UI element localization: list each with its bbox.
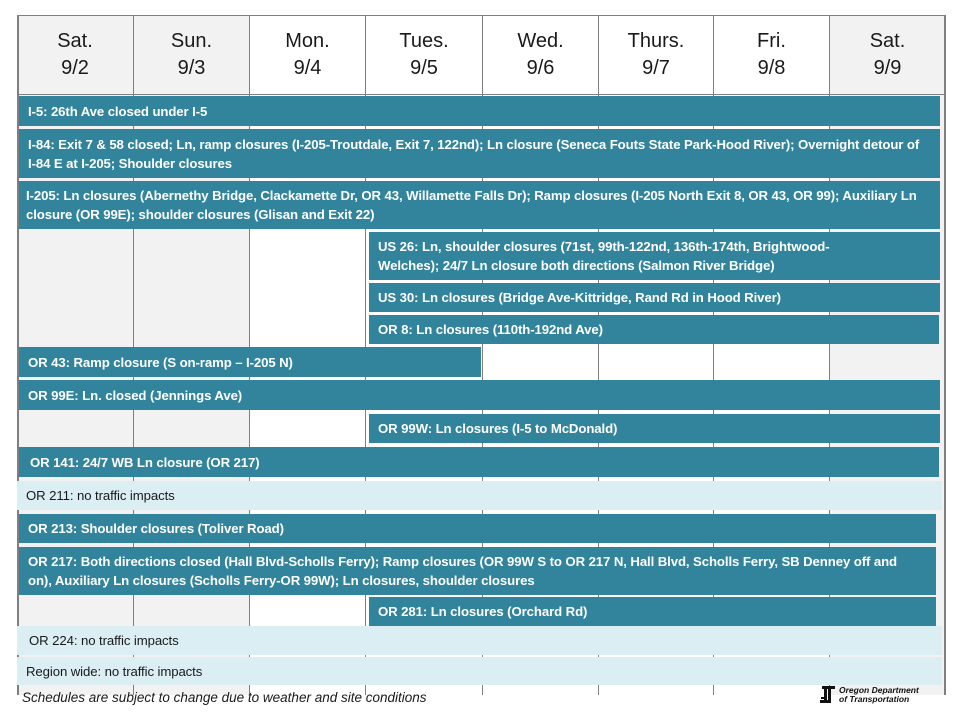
closure-bar-us-26 (367, 232, 940, 280)
date-label: 9/7 (642, 56, 670, 79)
logo-line-1: Oregon Department (839, 685, 919, 695)
closure-text: I-205: Ln closures (Abernethy Bridge, Clackamette Dr, OR 43, Willamette Falls Dr); Ramp closures (I-205 North Exit 8, OR 43, OR 99); Auxiliary Ln closure (OR 99E); shoulder closures (Glisan and Exit 22) (26, 188, 917, 222)
day-label: Sat. (57, 29, 93, 52)
closure-bar-us-30 (367, 283, 940, 312)
closure-bar-or-141 (19, 447, 939, 477)
day-label: Tues. (399, 29, 449, 52)
day-label: Mon. (285, 29, 330, 52)
closure-text: OR 8: Ln closures (110th-192nd Ave) (378, 322, 603, 337)
odot-logo-text (839, 686, 919, 704)
closure-bar-or-99w (367, 414, 940, 443)
date-label: 9/6 (526, 56, 555, 79)
date-label: 9/3 (177, 56, 206, 79)
closure-text: I-84: Exit 7 & 58 closed; Ln, ramp closures (I-205-Troutdale, Exit 7, 122nd); Ln closure (Seneca Fouts State Park-Hood River); Overnight detour of I-84 E at I-205; Shoulder closures (28, 136, 920, 171)
no-impact-bar-region-wide (17, 657, 942, 685)
closure-bar-i-84 (19, 129, 940, 178)
closure-bar-or-281 (367, 597, 936, 626)
day-label: Sun. (170, 29, 213, 52)
closure-text: OR 217: Both directions closed (Hall Blvd-Scholls Ferry); Ramp closures (OR 99W S to OR 217 N, Hall Blvd, Scholls Ferry, SB Denney off and on), Auxiliary Ln closures (Scholls Ferry-OR 99W); Ln closures, shoulder closures (28, 554, 897, 588)
odot-logo-icon (820, 686, 836, 704)
closure-text: OR 99W: Ln closures (I-5 to McDonald) (378, 421, 618, 436)
day-label: Sat. (869, 29, 906, 52)
closure-bar-i-5 (19, 96, 940, 126)
schedule-disclaimer: Schedules are subject to change due to weather and site conditions (22, 690, 427, 705)
closure-bar-i-205 (19, 181, 940, 229)
closure-text: OR 211: no traffic impacts (26, 488, 175, 503)
closure-text: OR 43: Ramp closure (S on-ramp – I-205 N) (28, 354, 293, 370)
no-impact-bar-or-211 (17, 481, 942, 510)
date-label: 9/2 (61, 56, 89, 79)
closure-text: OR 213: Shoulder closures (Toliver Road) (28, 521, 284, 536)
closure-bar-or-8 (367, 315, 939, 344)
no-impact-bar-or-224 (17, 626, 942, 655)
day-label: Fri. (757, 29, 786, 52)
date-label: 9/9 (873, 56, 902, 79)
closure-text: I-5: 26th Ave closed under I-5 (28, 103, 208, 119)
logo-line-2: of Transportation (839, 694, 910, 704)
closure-text: US 26: Ln, shoulder closures (71st, 99th-122nd, 136th-174th, Brightwood-Welches); 24/7 Ln closure both directions (Salmon River Bridge) (378, 239, 830, 273)
odot-logo (820, 686, 919, 704)
date-label: 9/4 (293, 56, 322, 79)
day-label: Wed. (517, 29, 564, 52)
day-label: Thurs. (627, 29, 685, 52)
closure-bar-or-43 (19, 347, 481, 377)
closure-text: OR 224: no traffic impacts (29, 633, 179, 648)
closure-text: OR 281: Ln closures (Orchard Rd) (378, 604, 588, 619)
closure-bar-or-217 (19, 547, 936, 595)
closure-text: OR 141: 24/7 WB Ln closure (OR 217) (30, 454, 260, 470)
date-label: 9/5 (410, 56, 438, 79)
closure-bar-or-99e (19, 380, 940, 410)
date-label: 9/8 (757, 56, 786, 79)
closure-text: Region wide: no traffic impacts (26, 663, 203, 679)
closure-bar-or-213 (19, 514, 936, 543)
closure-text: US 30: Ln closures (Bridge Ave-Kittridge, Rand Rd in Hood River) (378, 290, 781, 305)
closure-text: OR 99E: Ln. closed (Jennings Ave) (28, 387, 243, 403)
